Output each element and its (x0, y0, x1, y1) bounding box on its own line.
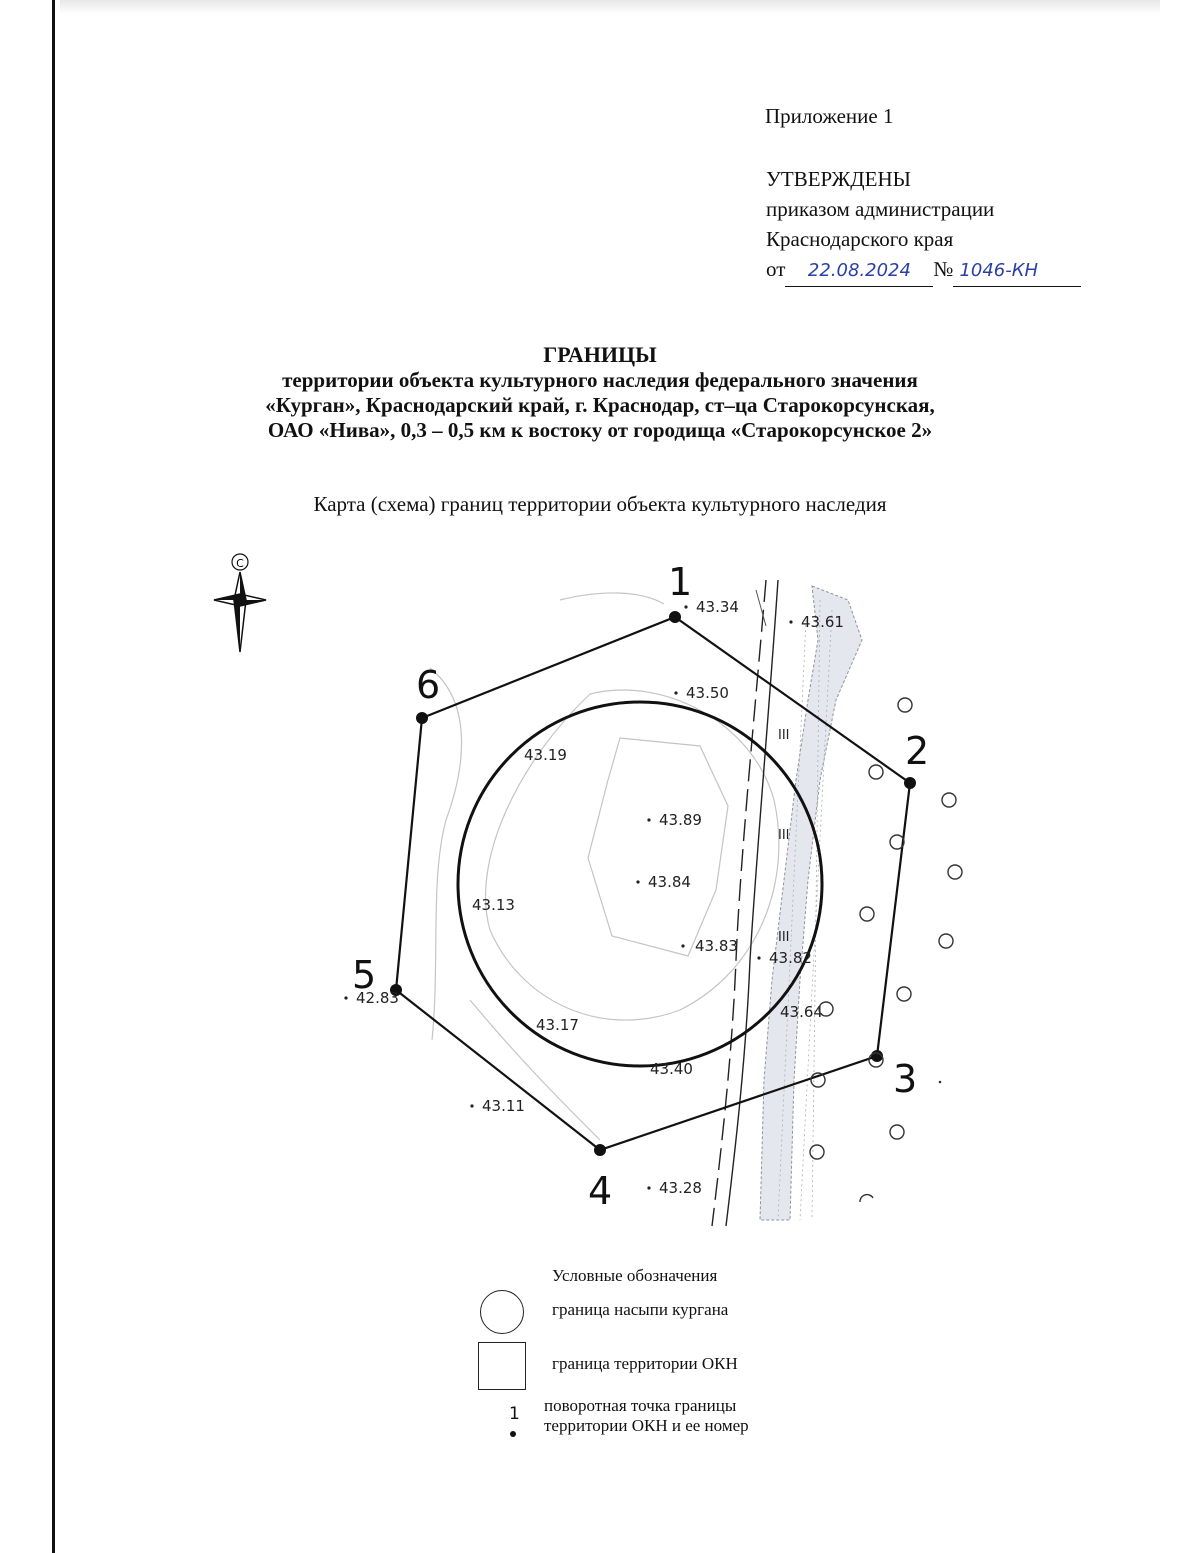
handwritten-number: 1046-КН (953, 256, 1081, 287)
hatched-strip (760, 586, 862, 1220)
boundary-point-label: 6 (416, 663, 441, 707)
boundary-point-label: 3 (893, 1057, 918, 1101)
elevation-label: 43.11 (482, 1097, 525, 1115)
title-line: территории объекта культурного наследия федерального значения (282, 368, 918, 392)
elevation-label: 43.19 (524, 746, 567, 764)
legend-point-line: территории ОКН и ее номер (544, 1416, 749, 1435)
title-heading: ГРАНИЦЫ (543, 342, 657, 367)
approved-line: Краснодарского края (766, 227, 954, 251)
title-line: «Курган», Краснодарский край, г. Краснодар, ст–ца Старокорсунская, (265, 393, 935, 417)
legend-mound-label: граница насыпи кургана (552, 1300, 729, 1319)
legend-okn-label: граница территории ОКН (552, 1354, 738, 1373)
legend-point-dot-icon (510, 1431, 516, 1437)
mound-boundary-circle (458, 702, 822, 1066)
legend-square-icon (478, 1342, 526, 1390)
legend-point-line: поворотная точка границы (544, 1396, 737, 1415)
elevation-label: 43.64 (780, 1003, 823, 1021)
title-line: ОАО «Нива», 0,3 – 0,5 км к востоку от городища «Старокорсунское 2» (267, 418, 933, 442)
appendix-label: Приложение 1 (765, 104, 894, 128)
map-mark: III (778, 930, 790, 945)
elevation-label: 43.28 (659, 1179, 702, 1197)
elevation-label: 43.89 (659, 811, 702, 829)
elevation-label: 43.84 (648, 873, 691, 891)
elevation-label: 43.13 (472, 896, 515, 914)
elevation-label: 43.50 (686, 684, 729, 702)
elevation-label: 43.82 (769, 949, 812, 967)
elevation-label: 43.83 (695, 937, 738, 955)
handwritten-date: 22.08.2024 (785, 256, 933, 287)
elevation-label: 43.61 (801, 613, 844, 631)
boundary-point-label: 1 (668, 560, 693, 604)
legend-point-number: 1 (509, 1404, 520, 1424)
tree-markers (810, 698, 962, 1202)
elevation-label: 43.34 (696, 598, 739, 616)
approved-line: УТВЕРЖДЕНЫ (766, 167, 911, 191)
north-arrow-icon (214, 554, 266, 652)
map-mark: III (778, 828, 790, 843)
north-label: С (236, 557, 244, 570)
elevation-label: 42.83 (356, 989, 399, 1007)
map-dot (939, 1081, 942, 1084)
map-subtitle: Карта (схема) границ территории объекта культурного наследия (313, 492, 887, 516)
elevation-label: 43.40 (650, 1060, 693, 1078)
number-prefix: № (933, 257, 954, 281)
boundary-point-label: 2 (905, 729, 930, 773)
map-mark: III (778, 728, 790, 743)
boundary-point-label: 4 (588, 1169, 613, 1213)
legend-title: Условные обозначения (552, 1266, 718, 1285)
legend-point-label (544, 1396, 749, 1436)
date-prefix: от (766, 257, 786, 281)
boundary-point-label: 5 (352, 953, 377, 997)
elevation-label: 43.17 (536, 1016, 579, 1034)
legend-circle-icon (480, 1290, 524, 1334)
approved-line: приказом администрации (766, 197, 995, 221)
